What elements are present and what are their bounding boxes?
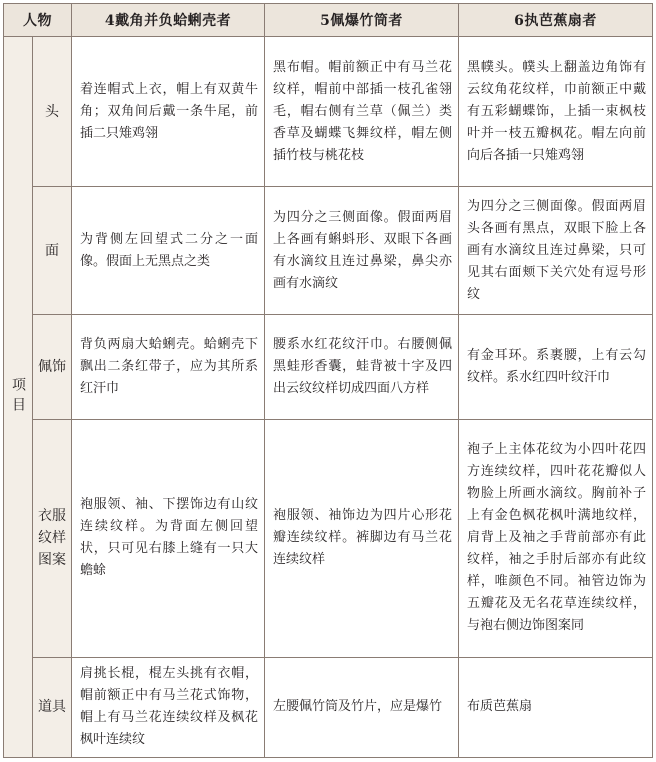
table-cell: 布质芭蕉扇 (459, 657, 653, 757)
table-cell: 为四分之三侧面像。假面两眉头各画有黑点，双眼下脸上各画有水滴纹且连过鼻梁，只可见其右面颊下关穴处有逗号形纹 (459, 187, 653, 315)
header-row (4, 4, 653, 37)
table-cell: 着连帽式上衣，帽上有双黄牛角；双角间后戴一条牛尾，前插二只雉鸡翎 (72, 37, 265, 187)
table-cell: 袍服领、袖饰边为四片心形花瓣连续纹样。裤脚边有马兰花连续纹样 (265, 419, 459, 657)
category-label: 项目 (4, 37, 33, 758)
table-cell: 为四分之三侧面像。假面两眉上各画有蝌蚪形、双眼下各画有水滴纹且连过鼻梁，鼻尖亦画有水滴纹 (265, 187, 459, 315)
row-label-props: 道具 (33, 657, 72, 757)
header-figure-6: 6执芭蕉扇者 (459, 4, 653, 37)
row-label-head: 头 (33, 37, 72, 187)
table-cell: 有金耳环。系裹腰，上有云勾纹样。系水红四叶纹汗巾 (459, 315, 653, 419)
table-cell: 背负两扇大蛤蜊壳。蛤蜊壳下飘出二条红带子，应为其所系红汗巾 (72, 315, 265, 419)
row-label-accessories: 佩饰 (33, 315, 72, 419)
table-cell: 肩挑长棍，棍左头挑有衣帽，帽前额正中有马兰花式饰物，帽上有马兰花连续纹样及枫花枫叶连续纹 (72, 657, 265, 757)
table-row-accessories (4, 315, 653, 419)
table-cell: 黑幞头。幞头上翻盖边角饰有云纹角花纹样，巾前额正中戴有五彩蝴蝶饰，上插一束枫枝叶并一枝五瓣枫花。帽左向前向后各插一只雉鸡翎 (459, 37, 653, 187)
row-label-clothing: 衣服纹样图案 (33, 419, 72, 657)
table-cell: 左腰佩竹筒及竹片，应是爆竹 (265, 657, 459, 757)
header-figure-4: 4戴角并负蛤蜊壳者 (72, 4, 265, 37)
table-row-clothing (4, 419, 653, 657)
row-label-face: 面 (33, 187, 72, 315)
table-row-head (4, 37, 653, 187)
header-figure-5: 5佩爆竹筒者 (265, 4, 459, 37)
costume-comparison-table (3, 3, 653, 758)
table-row-face (4, 187, 653, 315)
table-cell: 袍子上主体花纹为小四叶花四方连续纹样，四叶花花瓣似人物脸上所画水滴纹。胸前补子上有金色枫花枫叶满地纹样，肩背上及袖之手背前部亦有此纹样，袖之手肘后部亦有此纹样，唯颜色不同。袖管边饰为五瓣花及无名花草连续纹样，与袍右侧边饰图案同 (459, 419, 653, 657)
table-cell: 袍服领、袖、下摆饰边有山纹连续纹样。为背面左侧回望状，只可见右膝上缝有一只大蟾蜍 (72, 419, 265, 657)
table-cell: 为背侧左回望式二分之一面像。假面上无黑点之类 (72, 187, 265, 315)
header-corner: 人物 (4, 4, 72, 37)
table-cell: 腰系水红花纹汗巾。右腰侧佩黑蛙形香囊，蛙背被十字及四出云纹纹样切成四面八方样 (265, 315, 459, 419)
table-row-props (4, 657, 653, 757)
table-cell: 黑布帽。帽前额正中有马兰花纹样，帽前中部插一枝孔雀翎毛，帽右侧有兰草（佩兰）类香草及蝴蝶飞舞纹样，帽左侧插竹枝与桃花枝 (265, 37, 459, 187)
